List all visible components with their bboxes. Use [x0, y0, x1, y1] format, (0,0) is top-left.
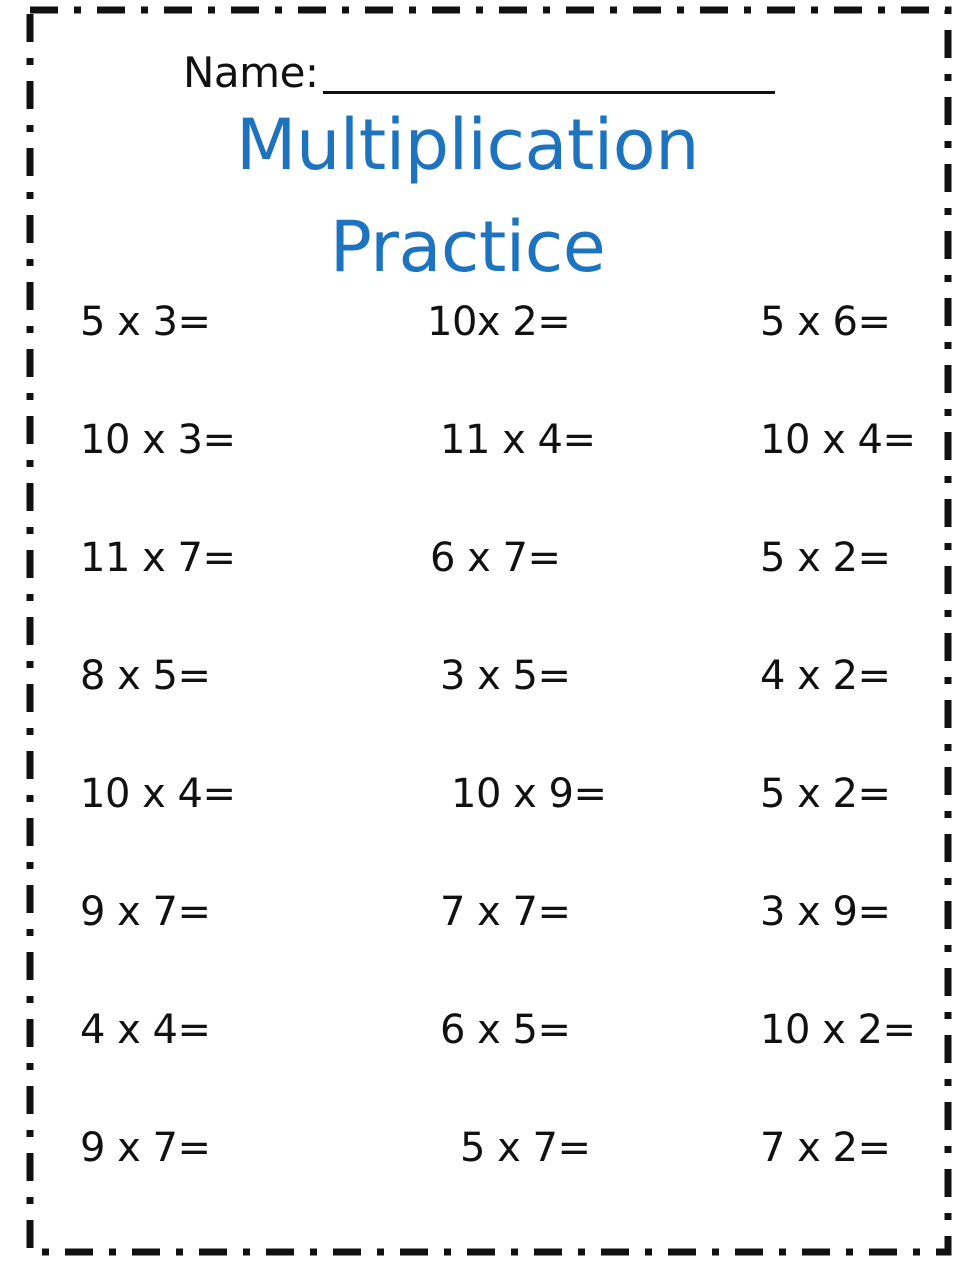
problem-c1-r6: 9 x 7= — [80, 889, 211, 935]
name-blank-line — [323, 55, 775, 94]
problem-c1-r5: 10 x 4= — [80, 771, 236, 817]
problem-c2-r3: 6 x 7= — [430, 535, 561, 581]
name-label: Name: — [183, 48, 319, 97]
problem-c3-r5: 5 x 2= — [760, 771, 891, 817]
problem-c3-r6: 3 x 9= — [760, 889, 891, 935]
problem-c1-r7: 4 x 4= — [80, 1007, 211, 1053]
problem-c3-r3: 5 x 2= — [760, 535, 891, 581]
problem-c1-r3: 11 x 7= — [80, 535, 236, 581]
problem-c2-r7: 6 x 5= — [440, 1007, 571, 1053]
problem-c3-r8: 7 x 2= — [760, 1125, 891, 1171]
problem-c2-r1: 10x 2= — [427, 299, 571, 345]
problem-c1-r8: 9 x 7= — [80, 1125, 211, 1171]
problem-c3-r7: 10 x 2= — [760, 1007, 916, 1053]
problem-c3-r1: 5 x 6= — [760, 299, 891, 345]
name-field — [183, 34, 775, 97]
problem-c2-r4: 3 x 5= — [440, 653, 571, 699]
problem-c2-r8: 5 x 7= — [460, 1125, 591, 1171]
problem-c3-r4: 4 x 2= — [760, 653, 891, 699]
title-line-2: Practice — [329, 206, 606, 288]
problem-c3-r2: 10 x 4= — [760, 417, 916, 463]
problem-c1-r2: 10 x 3= — [80, 417, 236, 463]
problem-c2-r2: 11 x 4= — [440, 417, 596, 463]
problem-c1-r4: 8 x 5= — [80, 653, 211, 699]
title-line-1: Multiplication — [236, 104, 699, 186]
problem-c2-r5: 10 x 9= — [451, 771, 607, 817]
problem-c2-r6: 7 x 7= — [440, 889, 571, 935]
problem-c1-r1: 5 x 3= — [80, 299, 211, 345]
